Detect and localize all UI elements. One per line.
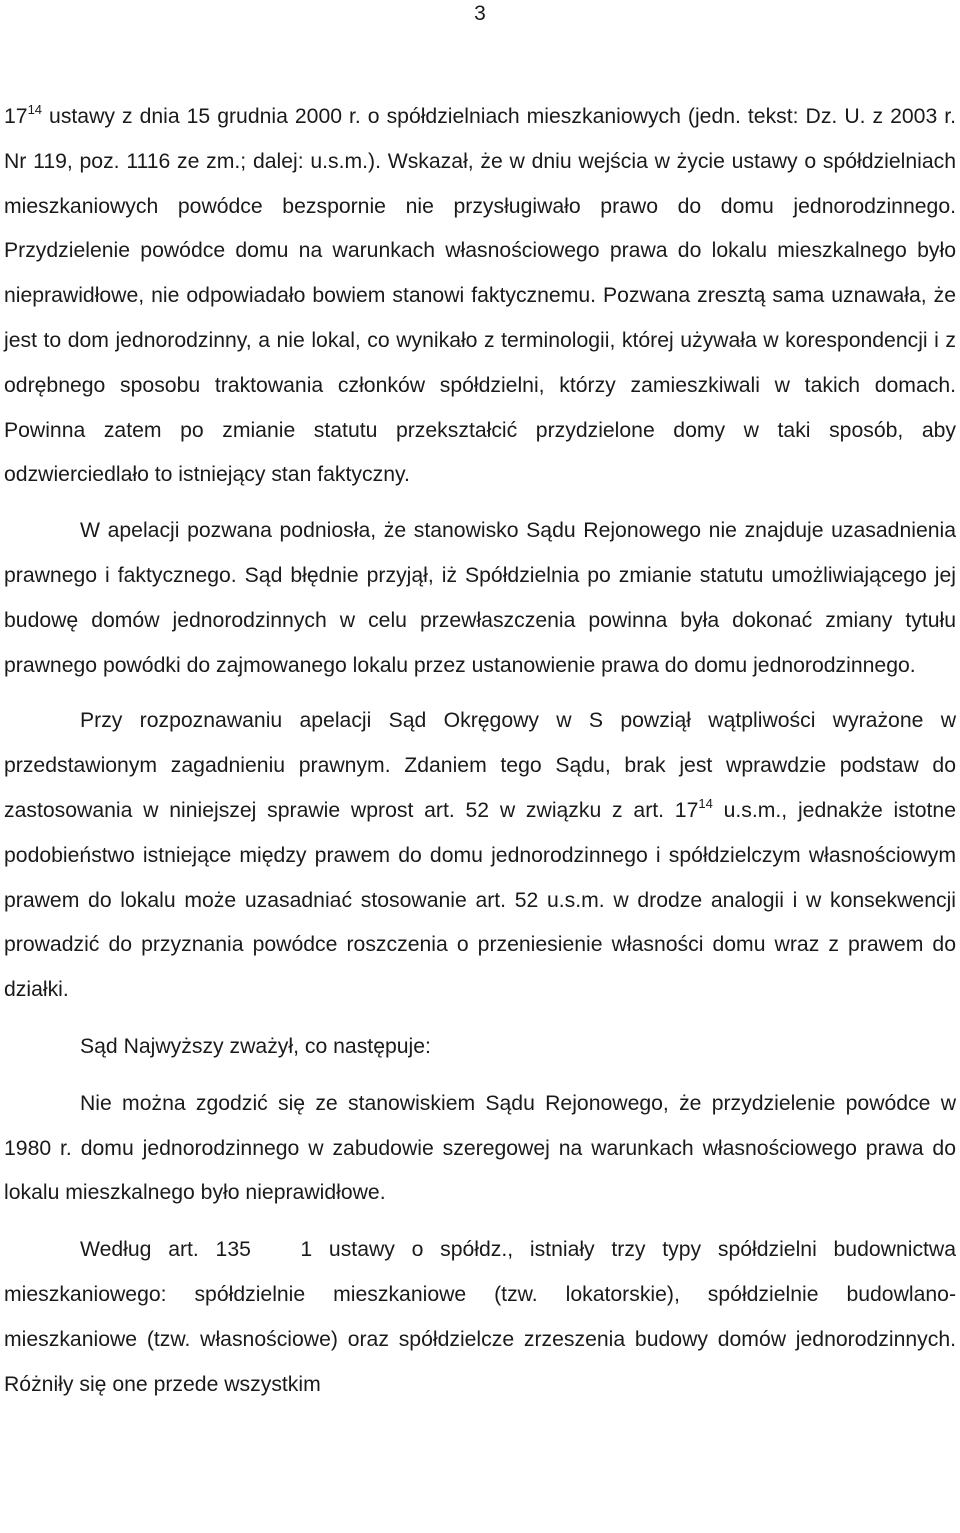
article-superscript: 14	[698, 795, 713, 811]
page-number: 3	[474, 2, 486, 25]
article-superscript: 14	[27, 102, 43, 117]
paragraph-3-text-after: u.s.m., jednakże istotne podobieństwo istniejące między prawem do domu jednorodzinnego i spółdzielczym własnościowym prawem do lokalu może uzasadniać stosowanie art. 52 u.s.m. w drodze analogii i w konsekwencji prowadzić do przyznania powódce roszczenia o przeniesienie własności domu wraz z prawem do działki.	[4, 798, 956, 1002]
document-body	[4, 95, 956, 1407]
article-number: 17	[4, 105, 28, 128]
paragraph-6-text-before: Według art. 135	[80, 1238, 251, 1262]
paragraph-1-text: ustawy z dnia 15 grudnia 2000 r. o spółdzielniach mieszkaniowych (jedn. tekst: Dz. U. z 2003 r. Nr 119, poz. 1116 ze zm.; dalej: u.s.m.). Wskazał, że w dniu wejścia w życie ustawy o spółdzielniach mieszkaniowych powódce bezspornie nie przysługiwało prawo do domu jednorodzinnego. Przydzielenie powódce domu na warunkach własnościowego prawa do lokalu mieszkalnego było nieprawidłowe, nie odpowiadało bowiem stanowi faktycznemu. Pozwana zresztą sama uznawała, że jest to dom jednorodzinny, a nie lokal, co wynikało z terminologii, której używała w korespondencji i z odrębnego sposobu traktowania członków spółdzielni, którzy zamieszkiwali w takich domach. Powinna zatem po zmianie statutu przekształcić przydzielone domy w taki sposób, aby odzwierciedlało to istniejący stan faktyczny.	[4, 105, 956, 487]
paragraph-3	[4, 699, 956, 1013]
paragraph-3-text-before: Przy rozpoznawaniu apelacji Sąd Okręgowy w S powziął wątpliwości wyrażone w przedstawionym zagadnieniu prawnym. Zdaniem tego Sądu, brak jest wprawdzie podstaw do zastosowania w niniejszej sprawie wprost art. 52 w związku z art. 17	[4, 709, 956, 822]
paragraph-4-heading: Sąd Najwyższy zważył, co następuje:	[80, 1034, 431, 1058]
paragraph-2: W apelacji pozwana podniosła, że stanowisko Sądu Rejonowego nie znajduje uzasadnienia prawnego i faktycznego. Sąd błędnie przyjął, iż Spółdzielnia po zmianie statutu umożliwiającego jej budowę domów jednorodzinnych w celu przewłaszczenia powinna była dokonać zmiany tytułu prawnego powódki do zajmowanego lokalu przez ustanowienie prawa do domu jednorodzinnego.	[4, 519, 956, 677]
paragraph-1	[4, 95, 956, 498]
paragraph-6	[4, 1228, 956, 1407]
paragraph-6-text-after: 1 ustawy o spółdz., istniały trzy typy spółdzielni budownictwa mieszkaniowego: spółdzielnie mieszkaniowe (tzw. lokatorskie), spółdzielnie budowlano-mieszkaniowe (tzw. własnościowe) oraz spółdzielcze zrzeszenia budowy domów jednorodzinnych. Różniły się one przede wszystkim	[4, 1238, 957, 1396]
paragraph-5: Nie można zgodzić się ze stanowiskiem Sądu Rejonowego, że przydzielenie powódce w 1980 r. domu jednorodzinnego w zabudowie szeregowej na warunkach własnościowego prawa do lokalu mieszkalnego było nieprawidłowe.	[4, 1091, 956, 1205]
